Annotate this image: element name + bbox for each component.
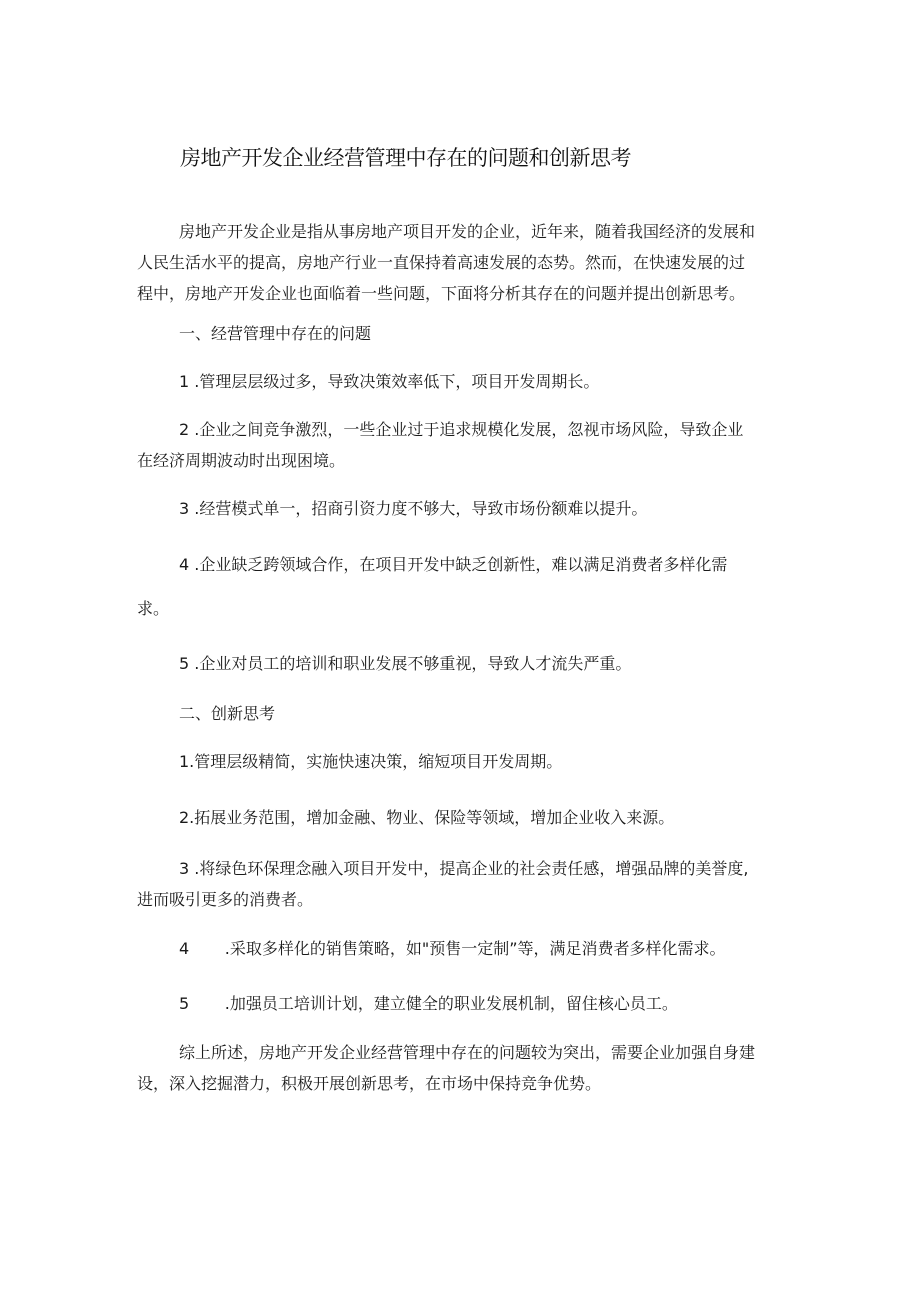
idea-text: 4 .采取多样化的销售策略，如"预售一定制”等，满足消费者多样化需求。 xyxy=(179,939,726,958)
problem-item-3 xyxy=(137,493,797,524)
problem-item-4 xyxy=(137,549,797,580)
problem-text: 2 .企业之间竞争激烈，一些企业过于追求规模化发展，忽视市场风险，导致企业 xyxy=(179,420,744,439)
idea-item-5 xyxy=(137,988,797,1019)
problem-item-1 xyxy=(137,366,797,397)
problem-text: 求。 xyxy=(137,599,170,618)
section-heading-ideas xyxy=(137,698,797,729)
problem-text: 在经济周期波动时出现困境。 xyxy=(137,451,346,470)
conclusion-paragraph xyxy=(137,1037,797,1099)
idea-text: 3 .将绿色环保理念融入项目开发中，提高企业的社会责任感，增强品牌的美誉度, xyxy=(179,859,749,878)
conclusion-line: 综上所述，房地产开发企业经营管理中存在的问题较为突出，需要企业加强自身建 xyxy=(179,1043,756,1062)
idea-text: 5 .加强员工培训计划，建立健全的职业发展机制，留住核心员工。 xyxy=(179,994,678,1013)
intro-paragraph xyxy=(137,216,797,309)
problem-text: 5 .企业对员工的培训和职业发展不够重视，导致人才流失严重。 xyxy=(179,654,632,673)
conclusion-line: 设，深入挖掘潜力，积极开展创新思考，在市场中保持竞争优势。 xyxy=(137,1074,602,1093)
idea-text: 进而吸引更多的消费者。 xyxy=(137,890,314,909)
idea-text: 2.拓展业务范围，增加金融、物业、保险等领域，增加企业收入来源。 xyxy=(179,808,675,827)
idea-item-2 xyxy=(137,802,797,833)
section-heading-text: 一、经营管理中存在的问题 xyxy=(179,324,372,343)
problem-item-4-continued xyxy=(137,593,797,624)
section-heading-text: 二、创新思考 xyxy=(179,704,276,723)
problem-text: 1 .管理层层级过多，导致决策效率低下，项目开发周期长。 xyxy=(179,372,600,391)
problem-text: 4 .企业缺乏跨领域合作，在项目开发中缺乏创新性，难以满足消费者多样化需 xyxy=(179,555,728,574)
intro-line: 程中，房地产开发企业也面临着一些问题，下面将分析其存在的问题并提出创新思考。 xyxy=(137,284,746,303)
document-title: 房地产开发企业经营管理中存在的问题和创新思考 xyxy=(180,146,631,170)
idea-item-3 xyxy=(137,853,797,915)
idea-item-4 xyxy=(137,933,797,964)
problem-item-5 xyxy=(137,648,797,679)
idea-item-1 xyxy=(137,746,797,777)
problem-item-2 xyxy=(137,414,797,476)
intro-line: 房地产开发企业是指从事房地产项目开发的企业，近年来，随着我国经济的发展和 xyxy=(179,222,756,241)
intro-line: 人民生活水平的提高，房地产行业一直保持着高速发展的态势。然而，在快速发展的过 xyxy=(137,253,746,272)
problem-text: 3 .经营模式单一，招商引资力度不够大，导致市场份额难以提升。 xyxy=(179,499,648,518)
section-heading-problems xyxy=(137,318,797,349)
idea-text: 1.管理层级精简，实施快速决策，缩短项目开发周期。 xyxy=(179,752,563,771)
